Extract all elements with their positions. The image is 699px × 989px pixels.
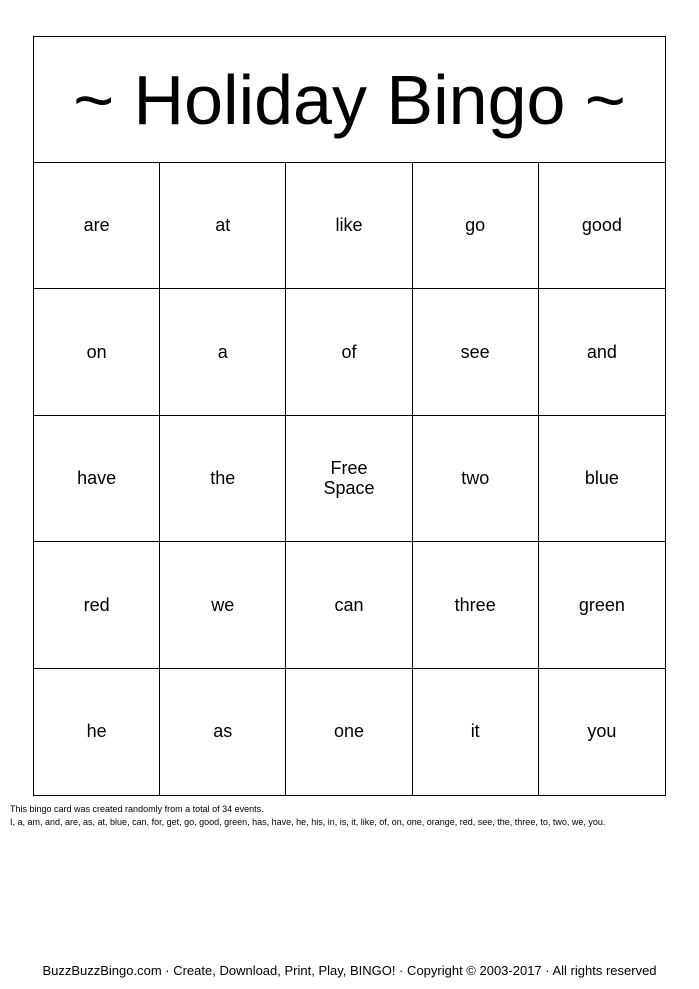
bingo-cell: a bbox=[160, 289, 286, 415]
bingo-cell: on bbox=[34, 289, 160, 415]
bingo-cell: the bbox=[160, 416, 286, 542]
bingo-cell: one bbox=[286, 669, 412, 795]
bingo-cell: you bbox=[587, 721, 617, 742]
bingo-cell: of bbox=[286, 289, 412, 415]
bingo-cell: see bbox=[413, 289, 539, 415]
bingo-cell: we bbox=[160, 542, 286, 668]
card-info-note: This bingo card was created randomly from a total of 34 events. bbox=[10, 804, 264, 814]
bingo-cell: at bbox=[160, 163, 286, 289]
bingo-cell: as bbox=[160, 669, 286, 795]
bingo-cell: go bbox=[413, 163, 539, 289]
bingo-cell: like bbox=[286, 163, 412, 289]
bingo-cell: red bbox=[34, 542, 160, 668]
bingo-cell: good bbox=[539, 163, 665, 289]
card-title: ~ Holiday Bingo ~ bbox=[34, 37, 665, 163]
bingo-cell: two bbox=[413, 416, 539, 542]
bingo-cell: have bbox=[34, 416, 160, 542]
bingo-cell: are bbox=[34, 163, 160, 289]
bingo-cell: green bbox=[539, 542, 665, 668]
bingo-cell: and bbox=[539, 289, 665, 415]
page-footer: BuzzBuzzBingo.com · Create, Download, Print, Play, BINGO! · Copyright © 2003-2017 · All rights reserved bbox=[42, 963, 657, 978]
bingo-cell: it bbox=[413, 669, 539, 795]
bingo-cell: three bbox=[413, 542, 539, 668]
bingo-cell: blue bbox=[539, 416, 665, 542]
bingo-card bbox=[33, 36, 666, 796]
bingo-cell: can bbox=[286, 542, 412, 668]
bingo-cell: he bbox=[34, 669, 160, 795]
bingo-grid bbox=[34, 163, 665, 795]
word-list-note: I, a, am, and, are, as, at, blue, can, for, get, go, good, green, has, have, he, his, in, is, it, like, of, on, one, orange, red, see, the, three, to, two, we, you. bbox=[10, 817, 606, 827]
free-space-cell: Free Space bbox=[286, 416, 412, 542]
